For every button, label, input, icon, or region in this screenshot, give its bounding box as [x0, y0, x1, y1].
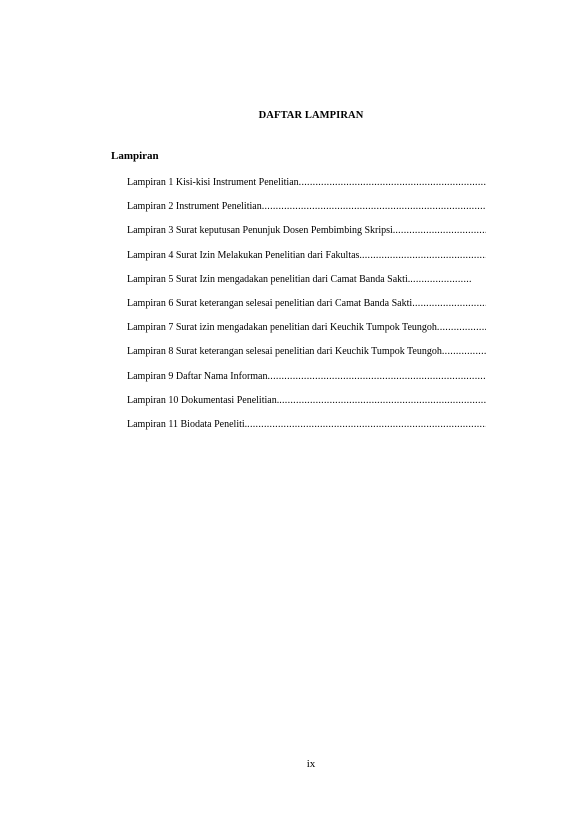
list-item-label: Lampiran 4 Surat Izin Melakukan Penelitian dari Fakultas.	[127, 249, 362, 261]
list-item	[127, 394, 486, 418]
list-item-label: Lampiran 3 Surat keputusan Penunjuk Dosen Pembimbing Skripsi.	[127, 225, 396, 237]
list-item-label: Lampiran 7 Surat izin mengadakan penelitian dari Keuchik Tumpok Teungoh	[127, 322, 437, 334]
page-number: ix	[306, 758, 316, 770]
dot-leader	[247, 418, 486, 432]
list-item-label: Lampiran 10 Dokumentasi Penelitian.	[127, 394, 280, 406]
dot-leader	[437, 321, 486, 335]
dot-leader	[299, 176, 486, 190]
list-item-label: Lampiran 1 Kisi-kisi Instrument Penelitian	[127, 177, 299, 188]
dot-leader	[412, 297, 486, 311]
list-item-label: Lampiran 11 Biodata Peneliti.	[127, 418, 248, 430]
dot-leader	[442, 345, 486, 359]
section-label: Lampiran	[111, 150, 159, 162]
dot-leader	[262, 200, 486, 214]
list-item	[127, 321, 486, 345]
appendix-list	[127, 176, 486, 442]
list-item	[127, 200, 486, 224]
list-item-label: Lampiran 9 Daftar Nama Informan	[127, 370, 268, 382]
list-item-label: Lampiran 8 Surat keterangan selesai penelitian dari Keuchik Tumpok Teungoh	[127, 346, 442, 358]
dot-leader	[279, 394, 486, 408]
list-item	[127, 249, 486, 273]
list-item-label: Lampiran 2 Instrument Penelitian	[127, 201, 262, 213]
dot-leader	[362, 249, 486, 263]
list-item	[127, 273, 486, 297]
list-item	[127, 224, 486, 248]
dot-leader	[395, 224, 486, 238]
list-item	[127, 418, 486, 442]
page-title: DAFTAR LAMPIRAN	[258, 110, 364, 121]
list-item	[127, 297, 486, 321]
list-item	[127, 370, 486, 394]
dot-leader	[410, 273, 472, 287]
list-item	[127, 176, 486, 200]
list-item	[127, 345, 486, 369]
list-item-label: Lampiran 5 Surat Izin mengadakan penelitian dari Camat Banda Sakti.	[127, 273, 411, 285]
dot-leader	[268, 370, 487, 384]
list-item-label: Lampiran 6 Surat keterangan selesai penelitian dari Camat Banda Sakti	[127, 297, 413, 309]
